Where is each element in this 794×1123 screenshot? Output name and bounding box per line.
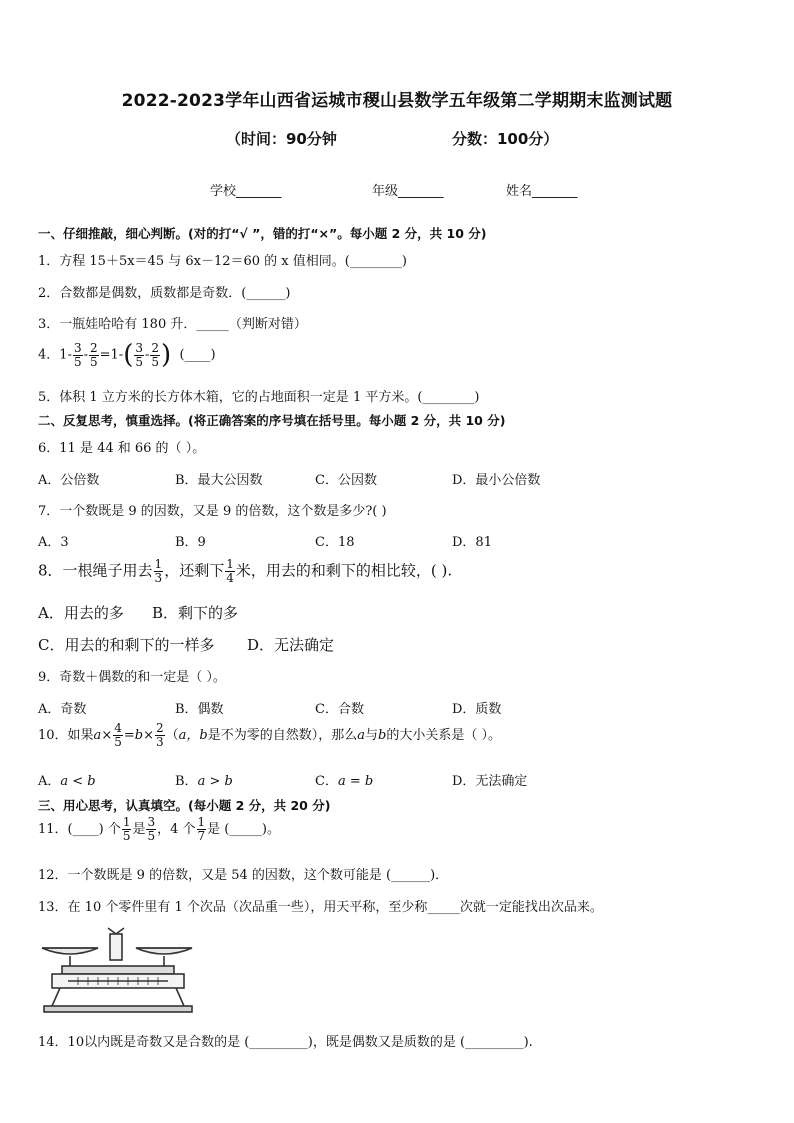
q9-option-b[interactable]: B．偶数 <box>175 702 224 717</box>
q8-option-b[interactable]: B．剩下的多 <box>152 604 239 622</box>
balance-scale-image <box>38 926 198 1014</box>
page-title: 2022-2023学年山西省运城市稷山县数学五年级第二学期期末监测试题 <box>121 91 673 111</box>
q4-prefix: 4．1- <box>38 347 72 363</box>
q6-option-b[interactable]: B．最大公因数 <box>175 473 263 488</box>
q9-option-c[interactable]: C．合数 <box>315 702 364 717</box>
name-field[interactable]: 姓名_______ <box>506 184 578 199</box>
section-1-heading: 一、仔细推敲，细心判断。(对的打“√ ”，错的打“×”。每小题 2 分，共 10 分) <box>38 226 487 241</box>
q4-answer-blank: (____) <box>179 347 216 363</box>
fraction: $\frac{1}{7}$ <box>197 815 206 843</box>
fraction: $\frac{3}{5}$ <box>147 815 156 843</box>
q8-option-c[interactable]: C．用去的和剩下的一样多 <box>38 636 215 654</box>
question-8: 8．一根绳子用去 $\frac{1}{3}$ ，还剩下 $\frac{1}{4}$ 米，用去的和剩下的相比较，( ). <box>38 557 453 585</box>
q7-option-b[interactable]: B．9 <box>175 535 206 550</box>
question-11: 11．(____) 个 $\frac{1}{5}$ 是 $\frac{3}{5}$ ，4 个 $\frac{1}{7}$ 是 (_____)。 <box>38 815 280 843</box>
fraction: $\frac{1}{4}$ <box>226 557 234 585</box>
question-7: 7．一个数既是 9 的因数，又是 9 的倍数，这个数是多少?( ) <box>38 504 387 519</box>
q10-option-b[interactable]: B．a > b <box>175 774 233 789</box>
total-score: 分数：100分） <box>452 130 559 148</box>
fraction: $\frac{1}{5}$ <box>122 815 131 843</box>
fraction: $\frac{4}{5}$ <box>114 721 122 749</box>
fraction: $\frac{2}{5}$ <box>151 340 160 369</box>
q6-option-c[interactable]: C．公因数 <box>315 473 377 488</box>
question-3: 3．一瓶娃哈哈有 180 升．_____（判断对错） <box>38 317 307 332</box>
grade-field[interactable]: 年级_______ <box>372 184 444 199</box>
q10-option-d[interactable]: D．无法确定 <box>452 774 528 789</box>
question-14: 14．10以内既是奇数又是合数的是 (_________)，既是偶数又是质数的是 (_________). <box>38 1035 533 1050</box>
question-5: 5．体积 1 立方米的长方体木箱，它的占地面积一定是 1 平方米。(________) <box>38 390 480 405</box>
fraction: $\frac{3}{5}$ <box>135 340 143 369</box>
section-3-heading: 三、用心思考，认真填空。(每小题 2 分，共 20 分) <box>38 798 331 813</box>
section-2-heading: 二、反复思考，慎重选择。(将正确答案的序号填在括号里。每小题 2 分，共 10 分) <box>38 413 506 428</box>
question-2: 2．合数都是偶数，质数都是奇数．(______) <box>38 286 291 301</box>
q9-option-d[interactable]: D．质数 <box>452 702 502 717</box>
question-13: 13．在 10 个零件里有 1 个次品（次品重一些），用天平称，至少称_____次就一定能找出次品来。 <box>38 900 603 915</box>
question-1: 1．方程 15＋5x＝45 与 6x－12＝60 的 x 值相同。(________) <box>38 254 407 269</box>
q8-option-d[interactable]: D．无法确定 <box>247 636 335 654</box>
time-limit: （时间：90分钟 <box>226 130 337 148</box>
q4-middle: =1- <box>99 347 124 363</box>
q10-option-a[interactable]: A．a < b <box>38 774 96 789</box>
q6-option-a[interactable]: A．公倍数 <box>38 473 100 488</box>
fraction: $\frac{2}{5}$ <box>89 340 98 369</box>
q6-option-d[interactable]: D．最小公倍数 <box>452 473 541 488</box>
q7-option-d[interactable]: D．81 <box>452 535 492 550</box>
question-9: 9．奇数＋偶数的和一定是（ ）。 <box>38 670 226 685</box>
question-10: 10．如果a× $\frac{4}{5}$ =b× $\frac{2}{3}$ （a，b是不为零的自然数），那么a与b的大小关系是（ ）。 <box>38 721 501 749</box>
q10-option-c[interactable]: C．a = b <box>315 774 374 789</box>
q9-option-a[interactable]: A．奇数 <box>38 702 87 717</box>
q7-option-c[interactable]: C．18 <box>315 535 355 550</box>
school-field[interactable]: 学校_______ <box>210 184 282 199</box>
question-6: 6．11 是 44 和 66 的（ ）。 <box>38 441 206 456</box>
fraction: $\frac{2}{3}$ <box>156 721 164 749</box>
q8-option-a[interactable]: A．用去的多 <box>38 604 124 622</box>
fraction: $\frac{1}{3}$ <box>154 557 163 585</box>
fraction: $\frac{3}{5}$ <box>73 340 82 369</box>
question-4: 4．1- $\frac{3}{5}$ - $\frac{2}{5}$ =1-( $\frac{3}{5}$ - $\frac{2}{5}$ ) (____) <box>38 340 216 370</box>
question-12: 12．一个数既是 9 的倍数，又是 54 的因数，这个数可能是 (______)． <box>38 868 449 883</box>
q7-option-a[interactable]: A．3 <box>38 535 69 550</box>
